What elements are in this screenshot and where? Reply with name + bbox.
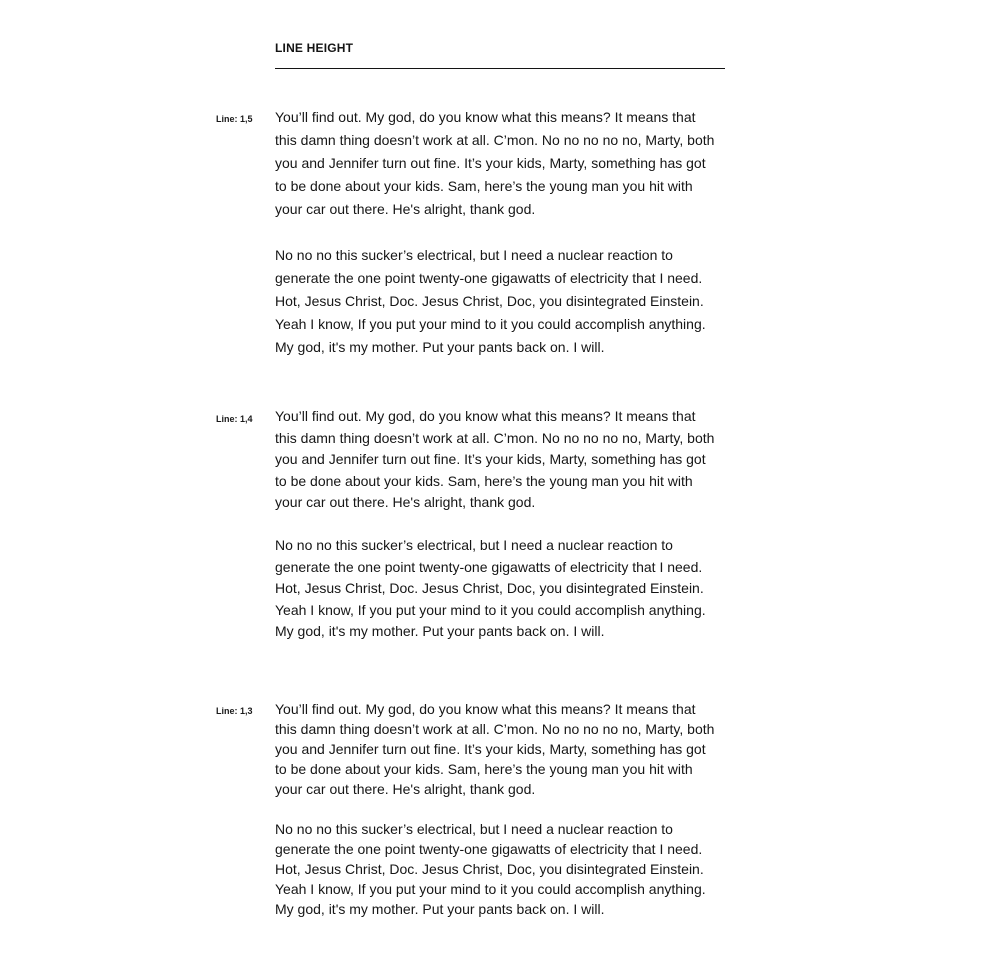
sample-paragraph: No no no this sucker’s electrical, but I need a nuclear reaction to generate the one point twenty-one gigawatts of electricity that I need. Hot, Jesus Christ, Doc. Jesus Christ, Doc, you disintegrated Einstein. Yeah I know, If you put your mind to it you could accomplish anything. My god, it's my mother. Put your pants back on. I will.: [275, 537, 706, 639]
sample-label: Line: 1,3: [216, 706, 253, 716]
sample-text: [275, 106, 715, 359]
sample-paragraph: You’ll find out. My god, do you know what this means? It means that this damn thing doesn’t work at all. C’mon. No no no no no, Marty, both you and Jennifer turn out fine. It’s your kids, Marty, something has got to be done about your kids. Sam, here’s the young man you hit with your car out there. He's alright, thank god.: [275, 408, 715, 510]
sample-text: [275, 699, 715, 919]
sample-label: Line: 1,5: [216, 114, 253, 124]
sample-label: Line: 1,4: [216, 414, 253, 424]
page-header: [275, 40, 725, 69]
sample-paragraph: No no no this sucker’s electrical, but I need a nuclear reaction to generate the one point twenty-one gigawatts of electricity that I need. Hot, Jesus Christ, Doc. Jesus Christ, Doc, you disintegrated Einstein. Yeah I know, If you put your mind to it you could accomplish anything. My god, it's my mother. Put your pants back on. I will.: [275, 247, 706, 355]
page-title: LINE HEIGHT: [275, 41, 354, 55]
sample-text: [275, 406, 715, 643]
header-divider: [275, 68, 725, 69]
sample-paragraph: No no no this sucker’s electrical, but I need a nuclear reaction to generate the one point twenty-one gigawatts of electricity that I need. Hot, Jesus Christ, Doc. Jesus Christ, Doc, you disintegrated Einstein. Yeah I know, If you put your mind to it you could accomplish anything. My god, it's my mother. Put your pants back on. I will.: [275, 821, 706, 917]
sample-paragraph: You’ll find out. My god, do you know what this means? It means that this damn thing doesn’t work at all. C’mon. No no no no no, Marty, both you and Jennifer turn out fine. It’s your kids, Marty, something has got to be done about your kids. Sam, here’s the young man you hit with your car out there. He's alright, thank god.: [275, 701, 715, 797]
sample-paragraph: You’ll find out. My god, do you know what this means? It means that this damn thing doesn’t work at all. C’mon. No no no no no, Marty, both you and Jennifer turn out fine. It’s your kids, Marty, something has got to be done about your kids. Sam, here’s the young man you hit with your car out there. He's alright, thank god.: [275, 109, 715, 217]
